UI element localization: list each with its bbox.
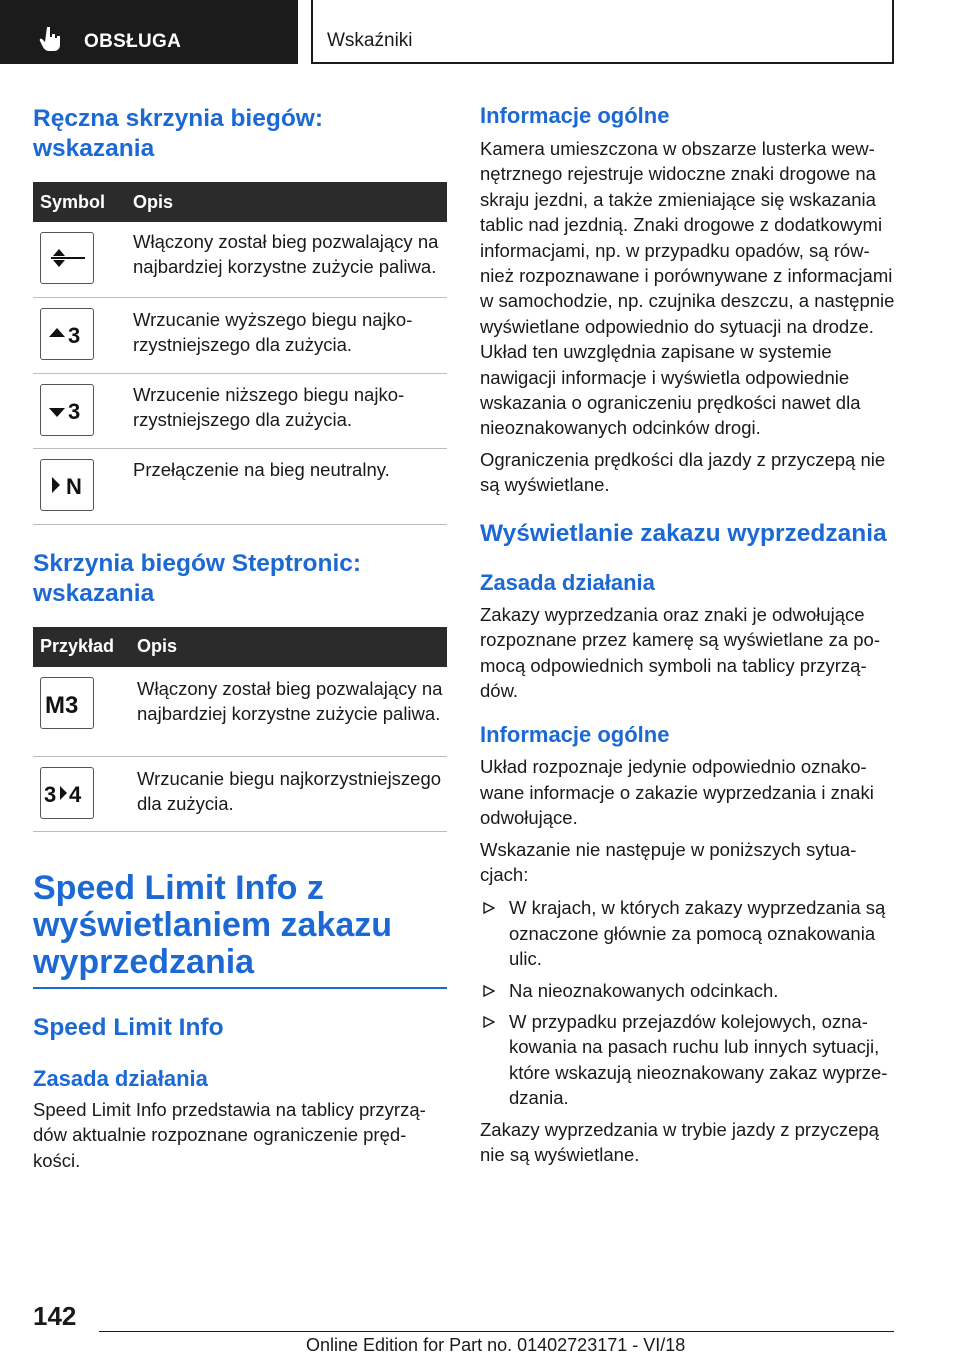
m3-gear-icon: [40, 677, 94, 729]
col-desc-header: Opis: [133, 182, 447, 222]
shift-down-3-icon: [40, 384, 94, 436]
row-desc: Włączony został bieg pozwalający na najbardziej korzystne zużycie paliwa.: [133, 222, 447, 297]
page-number: 142: [33, 1301, 77, 1331]
speed-limit-title: Speed Limit Info z wyświetlaniem zakazu wyprzedzania: [33, 870, 447, 989]
row-desc: Wrzucanie biegu najkorzystniejszego dla zużycia.: [137, 757, 447, 832]
table-row: [33, 222, 447, 297]
svg-text:M3: M3: [45, 691, 79, 718]
manual-gearbox-heading: Ręczna skrzynia biegów: wskazania: [33, 105, 324, 162]
list-item: W krajach, w których zakazy wyprzedzania są oznaczone głównie za pomocą oznakowania ulic.: [480, 895, 896, 971]
gear-shift-optimal-icon: [40, 232, 94, 284]
gear-3-to-4-icon: [40, 767, 94, 819]
svg-text:3: 3: [68, 322, 81, 348]
section-label: OBSŁUGA: [84, 31, 182, 52]
general-info-2-heading: Informacje ogólne: [480, 722, 670, 748]
list-item: Na nieoznakowanych odcinkach.: [480, 978, 896, 1003]
list-item: W przypadku przejazdów kolejowych, oznakowania na pasach ruchu lub innych sytuacji, które wskazują nieoznakowany zakaz wyprzedzania.: [480, 1009, 896, 1111]
table-row: [33, 448, 447, 524]
col-symbol-header: Symbol: [33, 182, 133, 222]
chapter-tab[interactable]: [311, 0, 894, 64]
triangle-bullet-icon: [483, 902, 495, 914]
trailer-note: Ograniczenia prędkości dla jazdy z przyczepą nie są wyświetlane.: [480, 448, 886, 496]
triangle-bullet-icon: [483, 985, 495, 997]
no-overtaking-heading: Wyświetlanie zakazu wyprzedzania: [480, 519, 887, 547]
table-row: [33, 667, 447, 757]
section-tab[interactable]: [0, 0, 298, 64]
principle-heading: Zasada działania: [33, 1066, 208, 1091]
svg-text:4: 4: [69, 782, 82, 807]
svg-text:N: N: [66, 473, 82, 499]
principle-heading: Zasada działania: [480, 569, 655, 595]
svg-text:3: 3: [68, 398, 81, 424]
principle-text: Zakazy wyprzedzania oraz znaki je odwołujące rozpoznane przez kamerę są wyświetlane za pomocą odpowiednich symboli na tablicy przyrządów.: [480, 603, 881, 701]
svg-text:3: 3: [44, 782, 57, 807]
col-example-header: Przykład: [33, 627, 137, 667]
no-display-intro: Wskazanie nie następuje w poniższych sytuacjach:: [480, 838, 857, 885]
steptronic-heading: Skrzynia biegów Steptronic: wskazania: [33, 549, 362, 607]
row-desc: Wrzucanie wyższego biegu najkorzystniejszego dla zużycia.: [133, 297, 447, 373]
row-desc: Wrzucenie niższego biegu najkorzystniejszego dla zużycia.: [133, 373, 447, 448]
edition-info: Online Edition for Part no. 01402723171 - VI/18: [306, 1335, 686, 1355]
row-desc: Włączony został bieg pozwalający na najbardziej korzystne zużycie paliwa.: [137, 667, 447, 757]
no-display-list: [480, 895, 896, 1110]
footer-divider: [99, 1331, 894, 1332]
general-info-heading: Informacje ogólne: [480, 103, 670, 128]
table-row: [33, 297, 447, 373]
table-row: [33, 373, 447, 448]
general-info-text: Kamera umieszczona w obszarze lusterka wewnętrznego rejestruje widoczne znaki drogowe na skraju jezdni, a także zmieniające się wskazania tablic nad jezdnią. Znaki drogowe z dodatkowymi informacjami, np. w przypadku opadów, są również rozpoznawane i porównywane z informacjami w samochodzie, np. czujnika deszczu, a następnie wyświetlane odpowiednio do sytuacji na drodze. Układ ten uwzględnia zapisane w systemie nawigacji informacje i wyświetla odpowiednie wskazania o ograniczeniu prędkości nawet dla nieoznakowanych odcinków drogi.: [480, 138, 895, 439]
hand-pointer-icon: [38, 26, 64, 52]
right-column: [480, 102, 896, 1167]
manual-gear-table: [33, 182, 447, 525]
left-column: [33, 104, 447, 1173]
shift-neutral-icon: [40, 459, 94, 511]
speed-limit-info-heading: Speed Limit Info: [33, 1014, 224, 1041]
triangle-bullet-icon: [483, 1016, 495, 1028]
table-row: [33, 757, 447, 832]
shift-up-3-icon: [40, 308, 94, 360]
steptronic-table: [33, 627, 447, 833]
chapter-label: Wskaźniki: [327, 30, 413, 51]
trailer-note-2: Zakazy wyprzedzania w trybie jazdy z przyczepą nie są wyświetlane.: [480, 1118, 879, 1165]
principle-text: Speed Limit Info przedstawia na tablicy przyrządów aktualnie rozpoznane ograniczenie prędkości.: [33, 1099, 426, 1171]
col-desc-header: Opis: [137, 627, 447, 667]
row-desc: Przełączenie na bieg neutralny.: [133, 448, 447, 524]
general-info-2-text: Układ rozpoznaje jedynie odpowiednio oznakowane informacje o zakazie wyprzedzania i znaki odwołujące.: [480, 756, 874, 829]
